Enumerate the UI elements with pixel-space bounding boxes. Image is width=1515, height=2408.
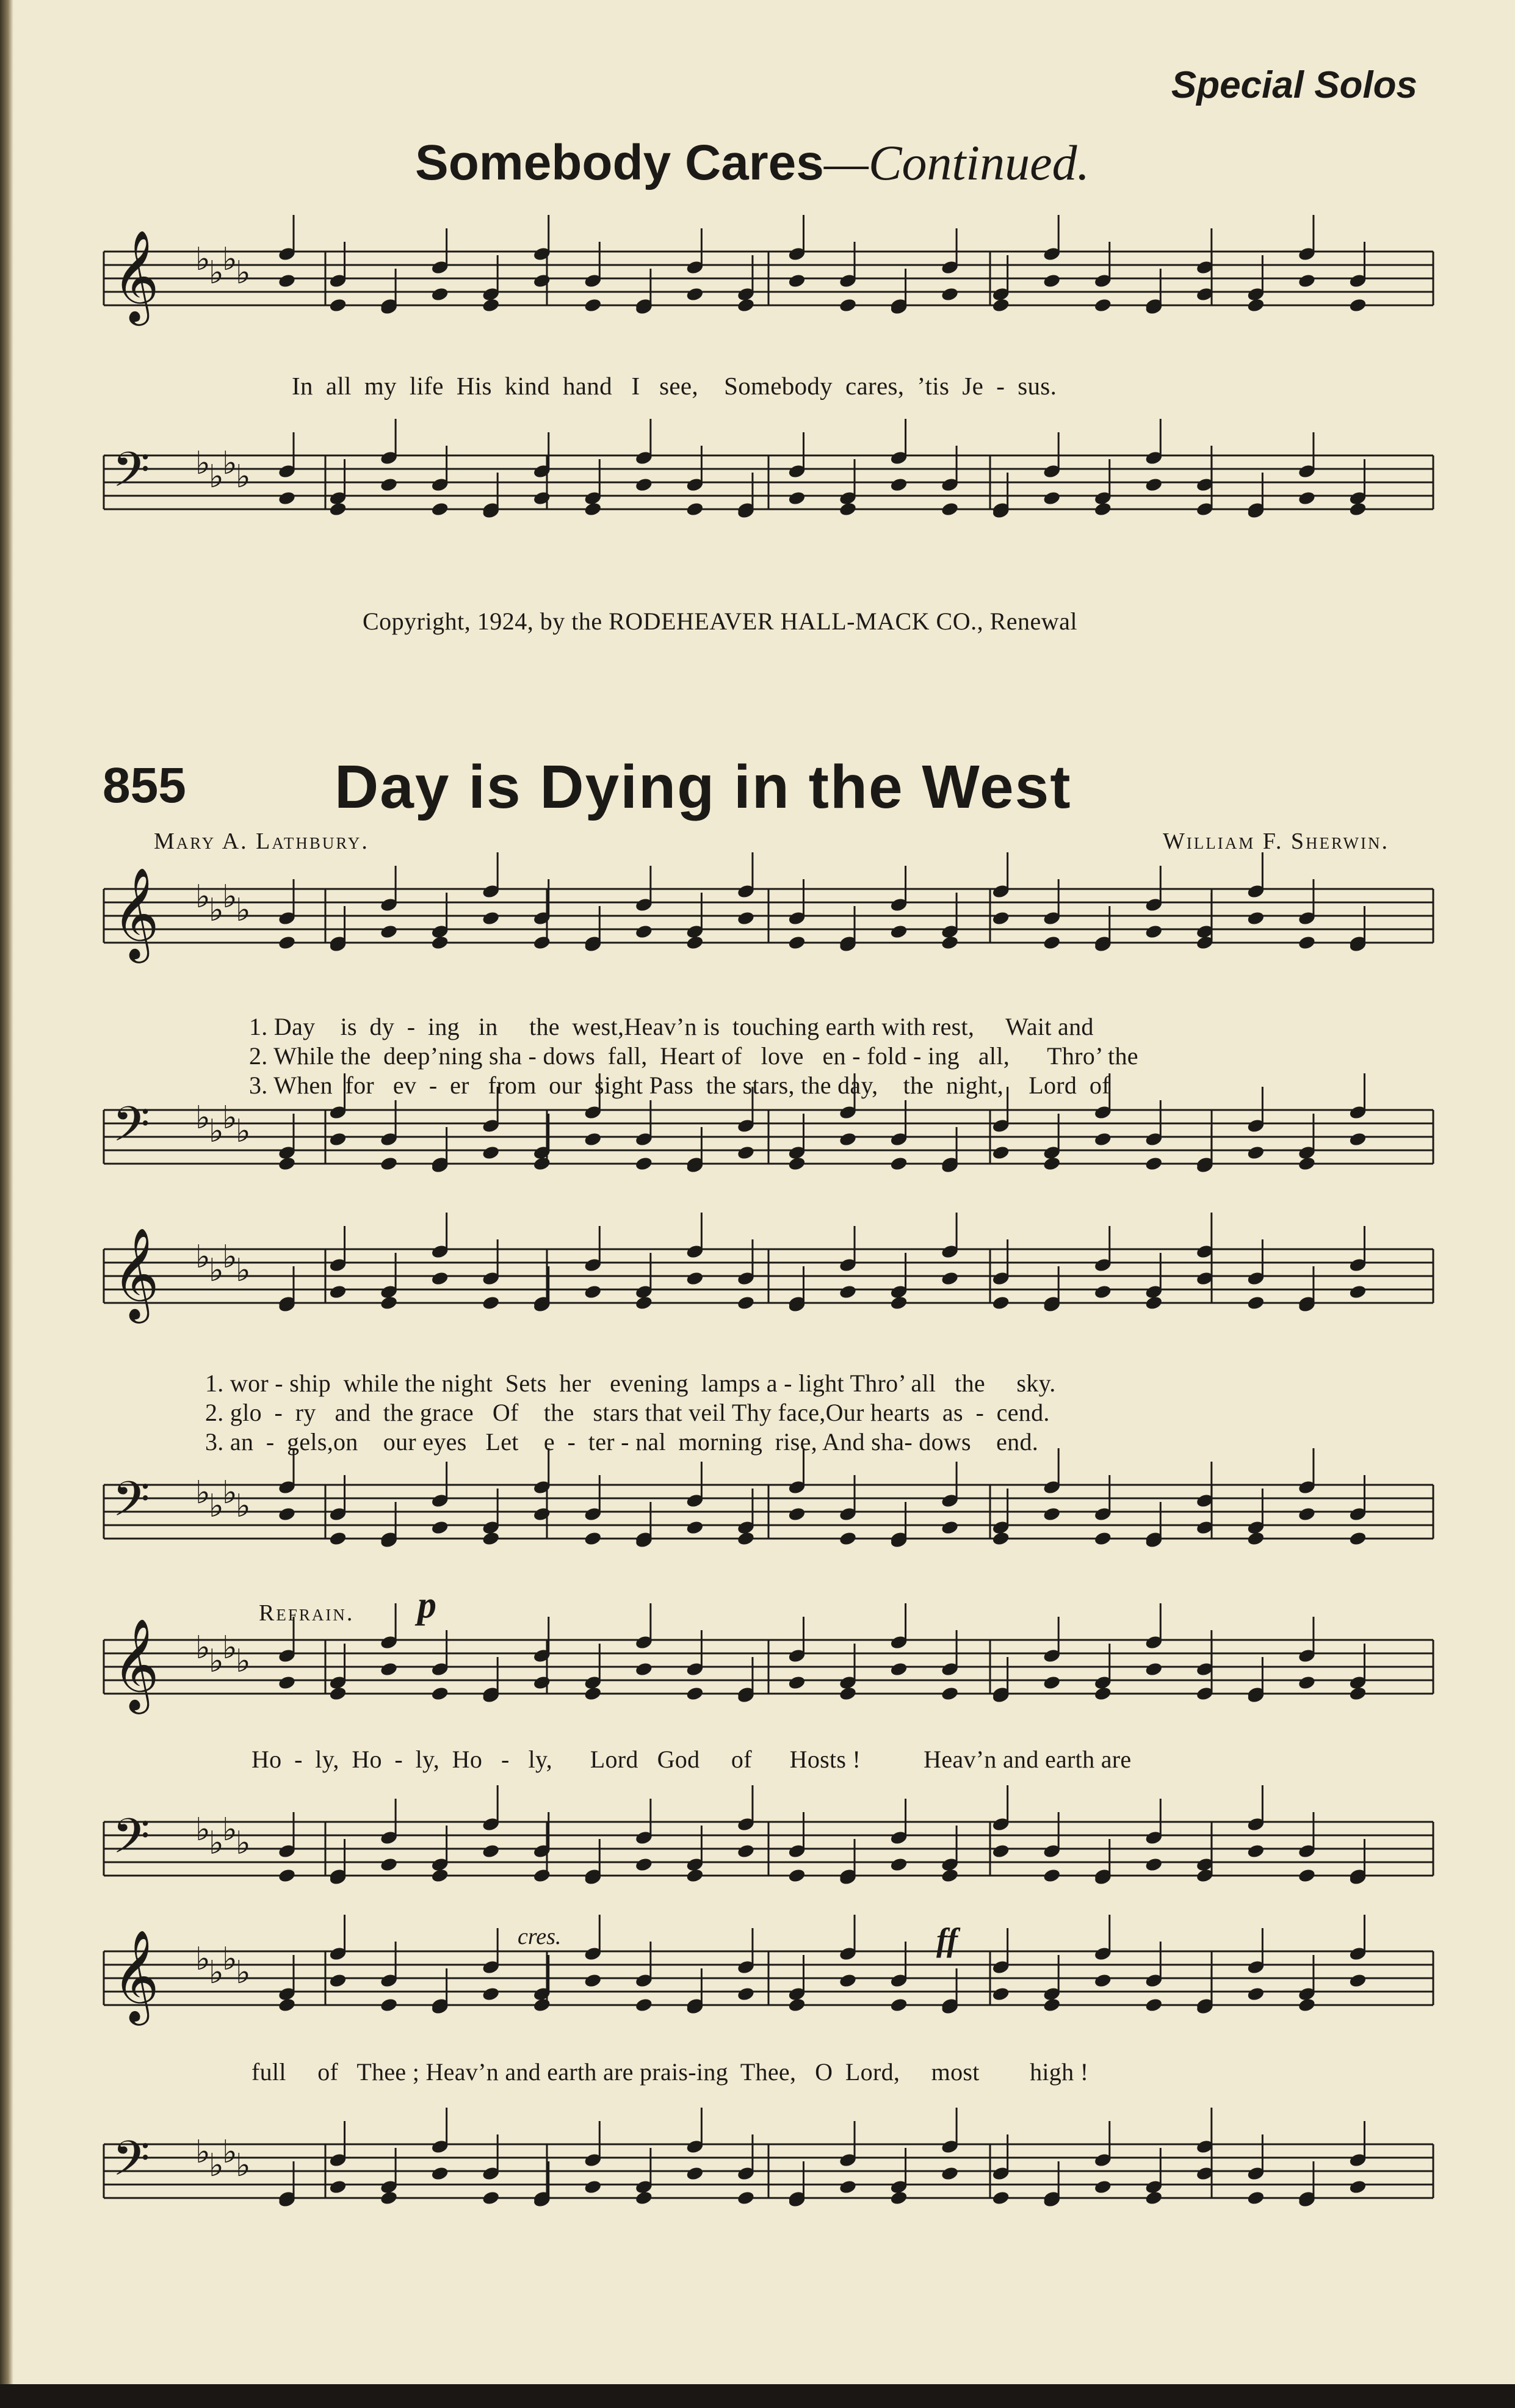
note-head	[1093, 2179, 1112, 2195]
note-head	[482, 910, 501, 926]
note-head	[430, 2166, 449, 2181]
bass-clef-icon: 𝄢	[112, 1808, 150, 1876]
note-head	[328, 1284, 347, 1300]
flat-icon: ♭	[195, 241, 211, 278]
note-head	[1246, 1145, 1265, 1161]
note-head	[532, 490, 551, 506]
treble-clef-icon: 𝄞	[112, 229, 159, 322]
note-head	[1298, 1506, 1317, 1522]
section-header: Special Solos	[1171, 64, 1417, 106]
note-head	[1144, 1997, 1163, 2013]
verse-3-line-1: 3. When for ev - er from our sight Pass the stars, the day, the night, Lord of	[249, 1072, 1110, 1099]
note-head	[1144, 1156, 1163, 1172]
note-head	[1043, 273, 1061, 289]
note-head	[532, 1506, 551, 1522]
note-head	[1246, 910, 1265, 926]
note-head	[839, 1284, 858, 1300]
flat-icon: ♭	[195, 879, 211, 915]
note-head	[635, 1156, 654, 1172]
note-head	[1093, 1131, 1112, 1147]
note-head	[380, 1156, 399, 1172]
note-head	[1246, 297, 1265, 313]
note-head	[685, 1686, 704, 1702]
note-head	[1298, 1997, 1317, 2013]
flat-icon: ♭	[236, 459, 251, 495]
note-head	[380, 1661, 399, 1677]
note-head	[839, 1131, 858, 1147]
flat-icon: ♭	[222, 1941, 237, 1978]
note-head	[482, 297, 501, 313]
flat-icon: ♭	[236, 1643, 251, 1680]
note-head	[1246, 1843, 1265, 1859]
note-head	[685, 2166, 704, 2181]
note-head	[737, 297, 756, 313]
note-head	[430, 286, 449, 302]
dynamic-fortissimo: ff	[936, 1921, 958, 1958]
note-head	[532, 1997, 551, 2013]
note-head	[380, 1295, 399, 1311]
flat-icon: ♭	[209, 1825, 224, 1862]
note-head	[787, 1506, 806, 1522]
flat-icon: ♭	[222, 2134, 237, 2170]
note-head	[685, 1868, 704, 1884]
flat-icon: ♭	[195, 445, 211, 482]
flat-icon: ♭	[209, 2147, 224, 2184]
note-head	[328, 1973, 347, 1989]
note-head	[482, 1145, 501, 1161]
note-head	[1043, 490, 1061, 506]
note-head	[737, 1145, 756, 1161]
verse-1-line-2: 1. wor - ship while the night Sets her evening lamps a - light Thro’ all the sky.	[205, 1369, 1056, 1397]
note-head	[889, 1997, 908, 2013]
flat-icon: ♭	[195, 1474, 211, 1511]
flat-icon: ♭	[236, 2147, 251, 2184]
note-head	[1348, 1686, 1367, 1702]
flat-icon: ♭	[236, 892, 251, 929]
flat-icon: ♭	[209, 459, 224, 495]
flat-icon: ♭	[222, 1630, 237, 1666]
note-head	[532, 1868, 551, 1884]
note-head	[278, 273, 297, 289]
note-head	[1093, 1973, 1112, 1989]
note-head	[430, 1520, 449, 1536]
note-head	[584, 1686, 602, 1702]
note-head	[328, 2179, 347, 2195]
note-head	[1043, 1997, 1061, 2013]
flat-icon: ♭	[209, 1113, 224, 1150]
flat-icon: ♭	[222, 241, 237, 278]
note-head	[787, 935, 806, 951]
note-head	[1093, 501, 1112, 517]
verse-3-line-2: 3. an - gels,on our eyes Let e - ter - nal morning rise, And sha- dows end.	[205, 1428, 1039, 1456]
hymn-composer: William F. Sherwin.	[1162, 829, 1389, 854]
note-head	[941, 286, 960, 302]
note-head	[839, 1686, 858, 1702]
note-head	[584, 1531, 602, 1547]
note-head	[380, 2190, 399, 2206]
note-head	[1348, 2179, 1367, 2195]
bass-clef-icon: 𝄢	[112, 2130, 150, 2199]
note-head	[430, 1686, 449, 1702]
treble-clef-icon: 𝄞	[112, 866, 159, 959]
note-head	[635, 2190, 654, 2206]
note-head	[1348, 1973, 1367, 1989]
note-head	[635, 1661, 654, 1677]
note-head	[278, 1506, 297, 1522]
prior-hymn-lyric: In all my life His kind hand I see, Somebody cares, ’tis Je - sus.	[292, 372, 1057, 400]
note-head	[1246, 1986, 1265, 2002]
note-head	[839, 297, 858, 313]
flat-icon: ♭	[222, 879, 237, 915]
note-head	[787, 1156, 806, 1172]
note-head	[430, 1271, 449, 1286]
note-head	[787, 1997, 806, 2013]
refrain-line-1: Ho - ly, Ho - ly, Ho - ly, Lord God of Hosts ! Heav’n and earth are	[251, 1746, 1132, 1773]
note-head	[328, 1686, 347, 1702]
note-head	[941, 501, 960, 517]
flat-icon: ♭	[195, 1811, 211, 1848]
note-head	[991, 910, 1010, 926]
note-head	[1043, 1156, 1061, 1172]
flat-icon: ♭	[222, 1239, 237, 1275]
note-head	[787, 490, 806, 506]
note-head	[430, 935, 449, 951]
copyright-notice: Copyright, 1924, by the RODEHEAVER HALL-MACK CO., Renewal	[363, 607, 1078, 635]
note-head	[328, 297, 347, 313]
verse-1-line-1: 1. Day is dy - ing in the west,Heav’n is touching earth with rest, Wait and	[249, 1013, 1094, 1040]
treble-clef-icon: 𝄞	[112, 1929, 159, 2022]
bass-clef-icon: 𝄢	[112, 1096, 150, 1164]
treble-clef-icon: 𝄞	[112, 1617, 159, 1710]
note-head	[1043, 935, 1061, 951]
flat-icon: ♭	[209, 892, 224, 929]
note-head	[1348, 297, 1367, 313]
note-head	[787, 1868, 806, 1884]
note-head	[685, 1271, 704, 1286]
flat-icon: ♭	[222, 1474, 237, 1511]
note-head	[1348, 1531, 1367, 1547]
note-head	[1093, 1686, 1112, 1702]
hymn-title: Day is Dying in the West	[334, 753, 1072, 821]
note-head	[941, 1868, 960, 1884]
note-head	[991, 1295, 1010, 1311]
note-head	[380, 1997, 399, 2013]
note-head	[278, 490, 297, 506]
note-head	[1348, 1284, 1367, 1300]
note-head	[635, 1295, 654, 1311]
note-head	[482, 1843, 501, 1859]
note-head	[685, 935, 704, 951]
flat-icon: ♭	[236, 1825, 251, 1862]
flat-icon: ♭	[209, 1488, 224, 1525]
flat-icon: ♭	[209, 255, 224, 291]
flat-icon: ♭	[195, 1100, 211, 1136]
refrain-label: Refrain.	[259, 1600, 355, 1626]
flat-icon: ♭	[195, 1941, 211, 1978]
note-head	[430, 501, 449, 517]
note-head	[889, 1661, 908, 1677]
note-head	[941, 1520, 960, 1536]
dynamic-piano: p	[418, 1584, 436, 1626]
note-head	[584, 501, 602, 517]
note-head	[1144, 924, 1163, 940]
note-head	[1144, 2190, 1163, 2206]
dynamic-crescendo: cres.	[518, 1924, 562, 1949]
refrain-line-2: full of Thee ; Heav’n and earth are prais-ing Thee, O Lord, most high !	[251, 2058, 1089, 2086]
note-head	[889, 1295, 908, 1311]
note-head	[482, 1986, 501, 2002]
note-head	[685, 286, 704, 302]
note-head	[839, 501, 858, 517]
note-head	[1246, 1295, 1265, 1311]
note-head	[991, 297, 1010, 313]
note-head	[380, 924, 399, 940]
note-head	[839, 2179, 858, 2195]
note-head	[584, 2179, 602, 2195]
note-head	[532, 1675, 551, 1691]
bass-clef-icon: 𝄢	[112, 441, 150, 510]
note-head	[787, 273, 806, 289]
note-head	[1348, 1131, 1367, 1147]
note-head	[278, 1868, 297, 1884]
note-head	[991, 2190, 1010, 2206]
note-head	[889, 924, 908, 940]
note-head	[737, 2190, 756, 2206]
note-head	[1043, 1506, 1061, 1522]
flat-icon: ♭	[222, 1100, 237, 1136]
flat-icon: ♭	[209, 1954, 224, 1991]
note-head	[889, 1156, 908, 1172]
note-head	[532, 935, 551, 951]
flat-icon: ♭	[222, 445, 237, 482]
note-head	[991, 1986, 1010, 2002]
hymn-author: Mary A. Lathbury.	[154, 829, 369, 854]
note-head	[1246, 2190, 1265, 2206]
hymn-number: 855	[103, 758, 186, 813]
flat-icon: ♭	[236, 1954, 251, 1991]
note-head	[839, 1973, 858, 1989]
note-head	[1144, 1295, 1163, 1311]
flat-icon: ♭	[222, 1811, 237, 1848]
note-head	[941, 2166, 960, 2181]
scan-bottom-edge	[0, 2384, 1515, 2408]
prior-hymn-continued: —Continued.	[823, 135, 1090, 190]
verse-2-line-2: 2. glo - ry and the grace Of the stars that veil Thy face,Our hearts as - cend.	[205, 1399, 1050, 1426]
note-head	[991, 1843, 1010, 1859]
note-head	[635, 924, 654, 940]
flat-icon: ♭	[236, 1113, 251, 1150]
note-head	[941, 1686, 960, 1702]
note-head	[278, 1997, 297, 2013]
note-head	[1298, 935, 1317, 951]
note-head	[430, 1868, 449, 1884]
note-head	[991, 1531, 1010, 1547]
note-head	[278, 935, 297, 951]
note-head	[889, 1857, 908, 1873]
note-head	[1298, 1868, 1317, 1884]
note-head	[532, 1156, 551, 1172]
note-head	[482, 1295, 501, 1311]
note-head	[839, 1531, 858, 1547]
flat-icon: ♭	[209, 1252, 224, 1289]
note-head	[1093, 297, 1112, 313]
note-head	[278, 1675, 297, 1691]
note-head	[991, 1145, 1010, 1161]
flat-icon: ♭	[236, 1488, 251, 1525]
note-head	[1043, 1868, 1061, 1884]
note-head	[787, 1675, 806, 1691]
note-head	[889, 2190, 908, 2206]
note-head	[1298, 490, 1317, 506]
note-head	[328, 1131, 347, 1147]
note-head	[737, 910, 756, 926]
note-head	[1298, 1675, 1317, 1691]
note-head	[1093, 1284, 1112, 1300]
note-head	[1348, 501, 1367, 517]
note-head	[328, 501, 347, 517]
note-head	[532, 273, 551, 289]
note-head	[941, 1271, 960, 1286]
note-head	[1093, 1531, 1112, 1547]
note-head	[584, 1973, 602, 1989]
note-head	[584, 1131, 602, 1147]
treble-clef-icon: 𝄞	[112, 1227, 159, 1319]
note-head	[941, 935, 960, 951]
note-head	[482, 1531, 501, 1547]
note-head	[328, 1531, 347, 1547]
note-head	[685, 1520, 704, 1536]
note-head	[737, 1986, 756, 2002]
note-head	[1298, 273, 1317, 289]
note-head	[482, 2190, 501, 2206]
flat-icon: ♭	[195, 1630, 211, 1666]
note-head	[737, 1295, 756, 1311]
note-head	[584, 297, 602, 313]
note-head	[1246, 1531, 1265, 1547]
note-head	[635, 1997, 654, 2013]
note-head	[584, 1284, 602, 1300]
note-head	[1144, 1857, 1163, 1873]
note-head	[380, 1857, 399, 1873]
note-head	[635, 477, 654, 493]
note-head	[889, 477, 908, 493]
note-head	[1043, 1675, 1061, 1691]
flat-icon: ♭	[236, 255, 251, 291]
note-head	[737, 1531, 756, 1547]
flat-icon: ♭	[195, 2134, 211, 2170]
note-head	[278, 1156, 297, 1172]
note-head	[380, 477, 399, 493]
note-head	[737, 1843, 756, 1859]
prior-hymn-title-text: Somebody Cares	[415, 135, 824, 190]
flat-icon: ♭	[209, 1643, 224, 1680]
note-head	[1144, 477, 1163, 493]
note-head	[1298, 1156, 1317, 1172]
flat-icon: ♭	[236, 1252, 251, 1289]
note-head	[1144, 1661, 1163, 1677]
verse-2-line-1: 2. While the deep’ning sha - dows fall, Heart of love en - fold - ing all, Thro’ the	[249, 1042, 1138, 1070]
bass-clef-icon: 𝄢	[112, 1471, 150, 1539]
note-head	[635, 1857, 654, 1873]
flat-icon: ♭	[195, 1239, 211, 1275]
note-head	[685, 501, 704, 517]
